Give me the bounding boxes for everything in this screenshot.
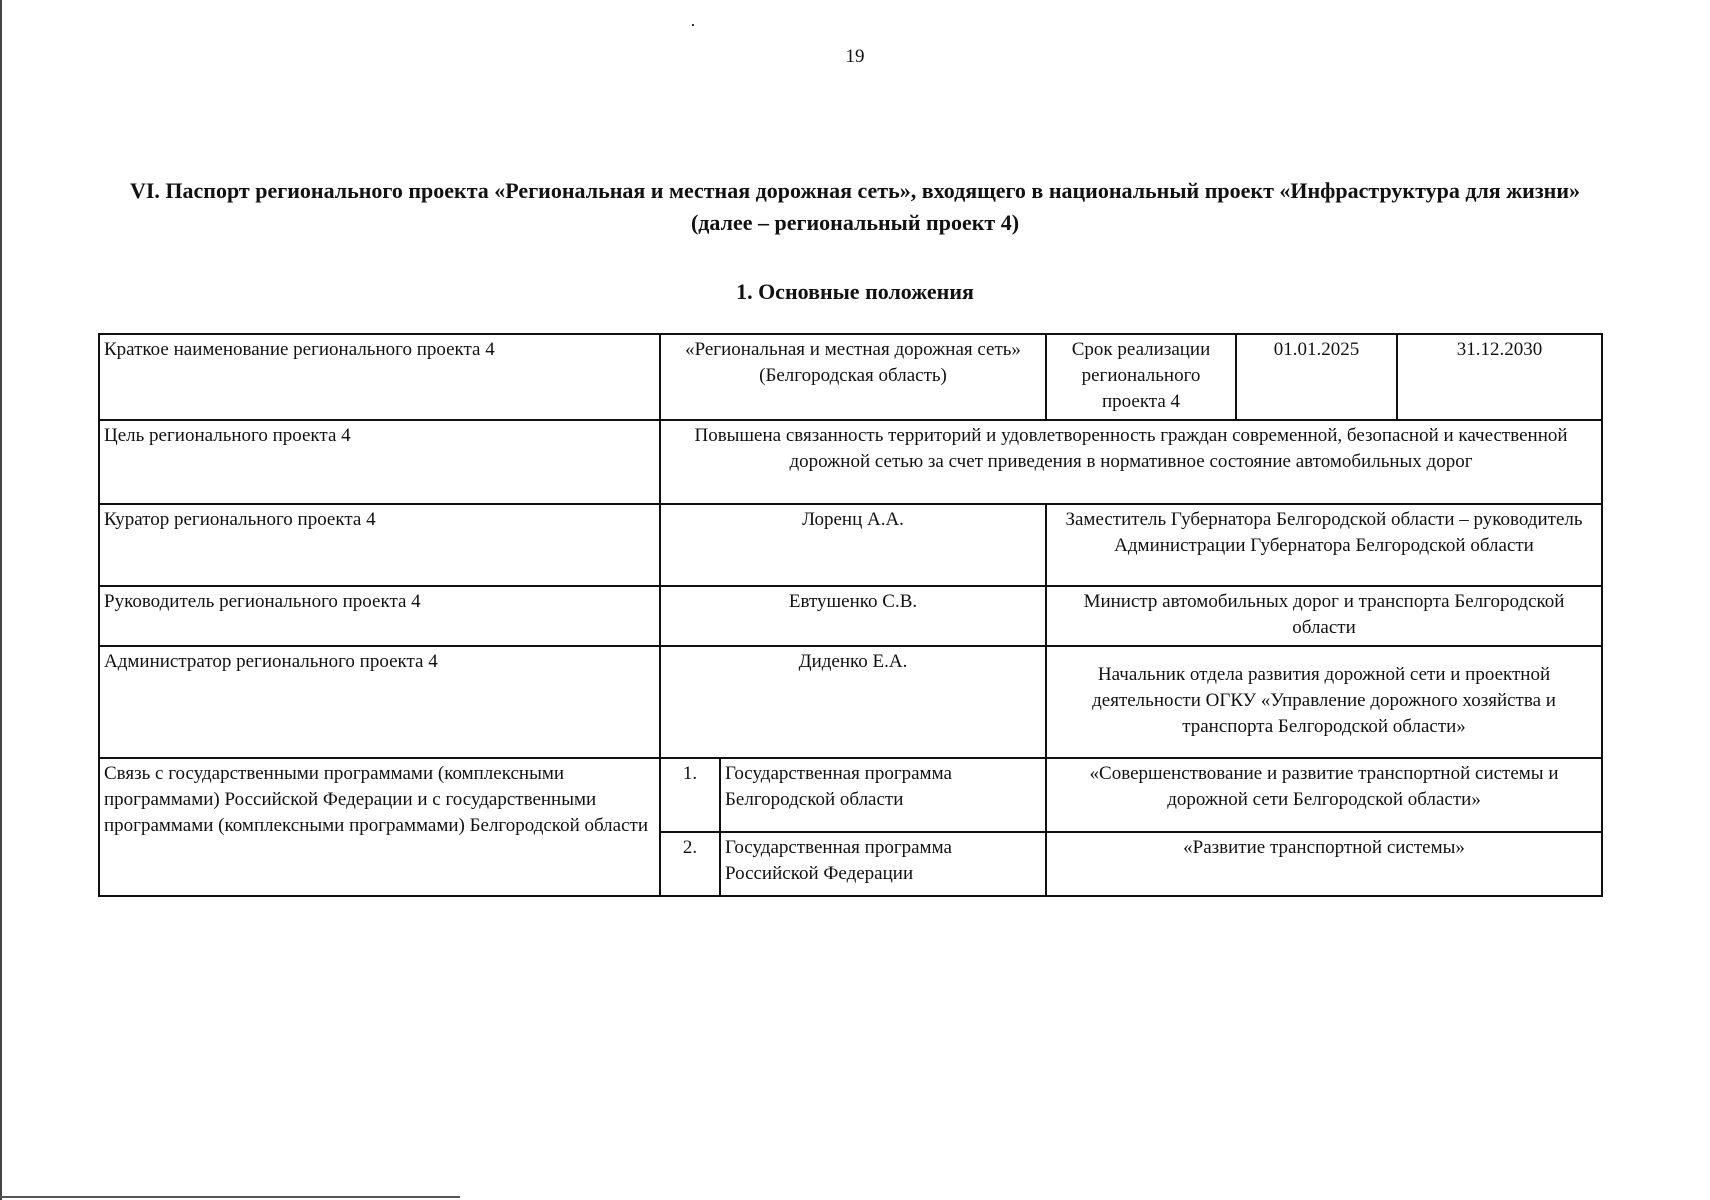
short-name-label: Краткое наименование регионального проекта 4 xyxy=(99,334,660,420)
term-label: Срок реализации регионального проекта 4 xyxy=(1046,334,1236,420)
link-program-type: Государственная программа Белгородской области xyxy=(720,758,1046,832)
document-title: VI. Паспорт регионального проекта «Региональная и местная дорожная сеть», входящего в национальный проект «Инфраструктура для жизни» (далее – региональный проект 4) xyxy=(129,178,1581,235)
row-short-name xyxy=(99,334,1602,420)
short-name-value: «Региональная и местная дорожная сеть» (Белгородская область) xyxy=(660,334,1046,420)
link-program-name: «Развитие транспортной системы» xyxy=(1046,832,1602,896)
head-label: Руководитель регионального проекта 4 xyxy=(99,586,660,646)
row-curator xyxy=(99,504,1602,586)
link-number: 2. xyxy=(660,832,720,896)
curator-name: Лоренц А.А. xyxy=(660,504,1046,586)
scan-left-edge xyxy=(0,0,2,1200)
link-program-type: Государственная программа Российской Федерации xyxy=(720,832,1046,896)
administrator-position: Начальник отдела развития дорожной сети и проектной деятельности ОГКУ «Управление дорожного хозяйства и транспорта Белгородской области» xyxy=(1046,646,1602,758)
start-date: 01.01.2025 xyxy=(1236,334,1397,420)
row-link-1 xyxy=(99,758,1602,832)
goal-value: Повышена связанность территорий и удовлетворенность граждан современной, безопасной и качественной дорожной сетью за счет приведения в нормативное состояние автомобильных дорог xyxy=(660,420,1602,504)
link-number: 1. xyxy=(660,758,720,832)
scan-speck xyxy=(692,24,694,26)
link-program-name: «Совершенствование и развитие транспортной системы и дорожной сети Белгородской области» xyxy=(1046,758,1602,832)
curator-label: Куратор регионального проекта 4 xyxy=(99,504,660,586)
page-number: 19 xyxy=(845,46,865,67)
administrator-name: Диденко Е.А. xyxy=(660,646,1046,758)
administrator-label: Администратор регионального проекта 4 xyxy=(99,646,660,758)
head-name: Евтушенко С.В. xyxy=(660,586,1046,646)
row-head xyxy=(99,586,1602,646)
section-title: 1. Основные положения xyxy=(736,279,974,304)
row-goal xyxy=(99,420,1602,504)
goal-label: Цель регионального проекта 4 xyxy=(99,420,660,504)
head-position: Министр автомобильных дорог и транспорта Белгородской области xyxy=(1046,586,1602,646)
row-administrator xyxy=(99,646,1602,758)
passport-table xyxy=(98,333,1603,897)
scan-bottom-edge xyxy=(0,1196,460,1198)
end-date: 31.12.2030 xyxy=(1397,334,1602,420)
curator-position: Заместитель Губернатора Белгородской области – руководитель Администрации Губернатора Белгородской области xyxy=(1046,504,1602,586)
links-label: Связь с государственными программами (комплексными программами) Российской Федерации и с государственными программами (комплексными программами) Белгородской области xyxy=(99,758,660,896)
